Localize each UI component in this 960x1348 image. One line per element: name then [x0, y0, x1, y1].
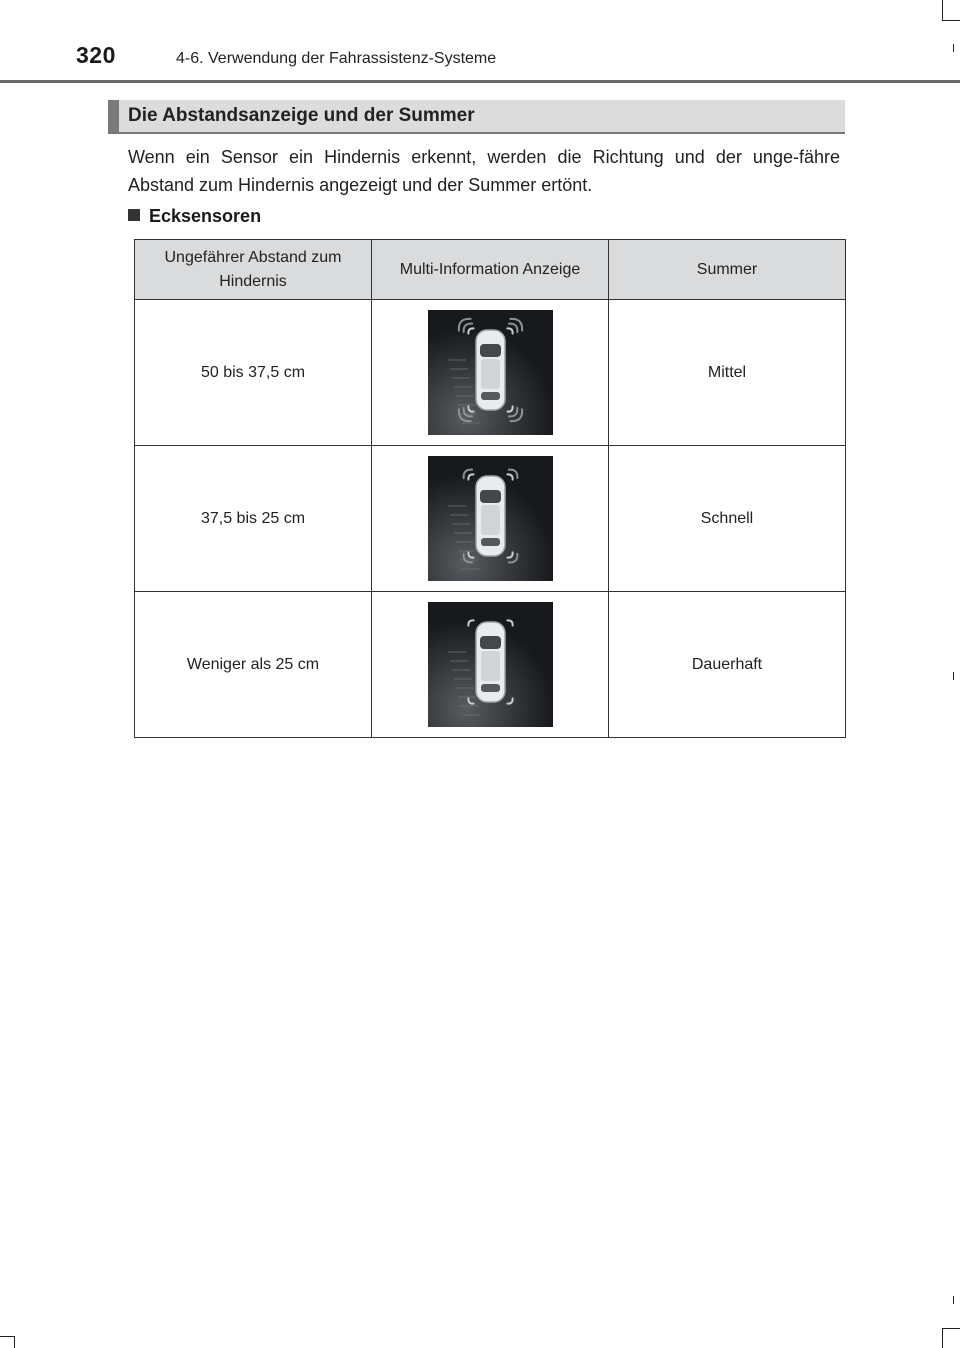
buzzer-cell: Mittel — [609, 300, 846, 446]
crop-mark — [14, 1336, 15, 1348]
display-cell — [372, 446, 609, 592]
crop-mark — [942, 1328, 960, 1329]
column-header-display: Multi-Information Anzeige — [372, 240, 609, 300]
distance-cell: 37,5 bis 25 cm — [135, 446, 372, 592]
section-accent — [108, 100, 119, 132]
car-top-view-corner-sensors-far-icon — [428, 310, 553, 435]
header-rule — [0, 80, 960, 83]
display-cell — [372, 592, 609, 738]
car-top-view-corner-sensors-near-icon — [428, 602, 553, 727]
column-header-distance: Ungefähr​er Abstand zum Hindernis — [135, 240, 372, 300]
crop-mark — [942, 0, 943, 20]
buzzer-cell: Schnell — [609, 446, 846, 592]
page-number: 320 — [76, 42, 116, 68]
crop-mark — [953, 672, 954, 680]
crop-mark — [953, 1296, 954, 1304]
buzzer-cell: Dauerhaft — [609, 592, 846, 738]
distance-buzzer-table — [134, 239, 846, 738]
distance-cell: 50 bis 37,5 cm — [135, 300, 372, 446]
section-heading-bar — [108, 100, 845, 134]
crop-mark — [0, 1336, 14, 1337]
chapter-title: 4-6. Verwendung der Fahrassistenz-Systeme — [176, 50, 497, 67]
square-bullet-icon — [128, 209, 140, 221]
table-row — [135, 446, 846, 592]
table-row — [135, 300, 846, 446]
subheading-text: Ecksensoren — [149, 206, 262, 226]
car-top-view-corner-sensors-mid-icon — [428, 456, 553, 581]
crop-mark — [942, 1328, 943, 1348]
intro-paragraph: Wenn ein Sensor ein Hindernis erkennt, werden die Richtung und der unge-fähre Abstand zum Hindernis angezeigt und der Summer ertönt. — [128, 147, 840, 195]
crop-mark — [942, 20, 960, 21]
subheading — [128, 206, 261, 227]
distance-cell: Weniger als 25 cm — [135, 592, 372, 738]
crop-mark — [953, 44, 954, 52]
column-header-buzzer: Summer — [609, 240, 846, 300]
display-cell — [372, 300, 609, 446]
section-title: Die Abstandsanzeige und der Summer — [128, 105, 475, 126]
table-header-row — [135, 240, 846, 300]
table-row — [135, 592, 846, 738]
